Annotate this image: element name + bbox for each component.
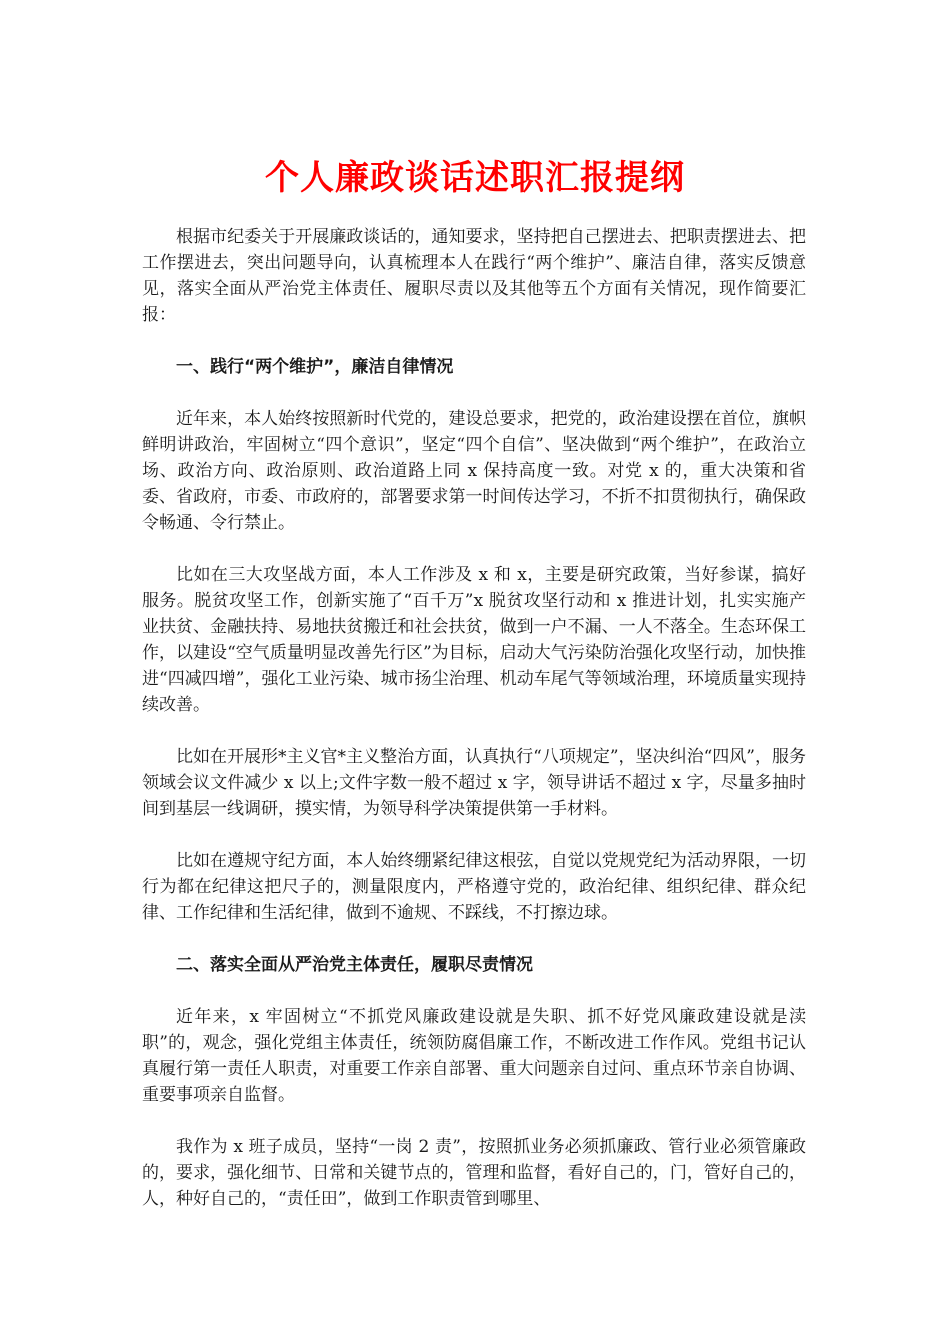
section-heading-2: 二、落实全面从严治党主体责任，履职尽责情况 <box>176 955 533 975</box>
paragraph: 比如在三大攻坚战方面，本人工作涉及 x 和 x，主要是研究政策，当好参谋，搞好服务。脱贫攻坚工作，创新实施了“百千万”x 脱贫攻坚行动和 x 推进计划，扎实实施产业扶贫、金融扶持、易地扶贫搬迁和社会扶贫，做到一户不漏、一人不落全。生态环保工作，以建设“空气质量明显改善先行区”为目标，启动大气污染防治强化攻坚行动，加快推进“四减四增”，强化工业污染、城市扬尘治理、机动车尾气等领域治理，环境质量实现持续改善。 <box>142 565 806 715</box>
document-title: 个人廉政谈话述职汇报提纲 <box>265 158 685 198</box>
paragraph-intro: 根据市纪委关于开展廉政谈话的，通知要求，坚持把自己摆进去、把职责摆进去、把工作摆进去，突出问题导向，认真梳理本人在践行“两个维护”、廉洁自律，落实反馈意见，落实全面从严治党主体责任、履职尽责以及其他等五个方面有关情况，现作简要汇报： <box>142 227 806 325</box>
paragraph: 近年来，x 牢固树立“不抓党风廉政建设就是失职、抓不好党风廉政建设就是渎职”的，观念，强化党组主体责任，统领防腐倡廉工作，不断改进工作作风。党组书记认真履行第一责任人职责，对重要工作亲自部署、重大问题亲自过问、重点环节亲自协调、重要事项亲自监督。 <box>142 1007 806 1105</box>
paragraph: 比如在开展形*主义官*主义整治方面，认真执行“八项规定”，坚决纠治“四风”，服务领域会议文件减少 x 以上;文件字数一般不超过 x 字，领导讲话不超过 x 字，尽量多抽时间到基层一线调研，摸实情，为领导科学决策提供第一手材料。 <box>142 747 806 819</box>
paragraph: 我作为 x 班子成员，坚持“一岗 2 责”，按照抓业务必须抓廉政、管行业必须管廉政的，要求，强化细节、日常和关键节点的，管理和监督，看好自己的，门，管好自己的，人，种好自己的，“责任田”，做到工作职责管到哪里、 <box>142 1137 806 1209</box>
section-heading-1: 一、践行“两个维护”，廉洁自律情况 <box>176 357 454 377</box>
paragraph: 比如在遵规守纪方面，本人始终绷紧纪律这根弦，自觉以党规党纪为活动界限，一切行为都在纪律这把尺子的，测量限度内，严格遵守党的，政治纪律、组织纪律、群众纪律、工作纪律和生活纪律，做到不逾规、不踩线，不打擦边球。 <box>142 851 806 923</box>
document-body <box>142 224 806 1238</box>
paragraph: 近年来，本人始终按照新时代党的，建设总要求，把党的，政治建设摆在首位，旗帜鲜明讲政治，牢固树立“四个意识”，坚定“四个自信”、坚决做到“两个维护”，在政治立场、政治方向、政治原则、政治道路上同 x 保持高度一致。对党 x 的，重大决策和省委、省政府，市委、市政府的，部署要求第一时间传达学习，不折不扣贯彻执行，确保政令畅通、令行禁止。 <box>142 409 806 533</box>
